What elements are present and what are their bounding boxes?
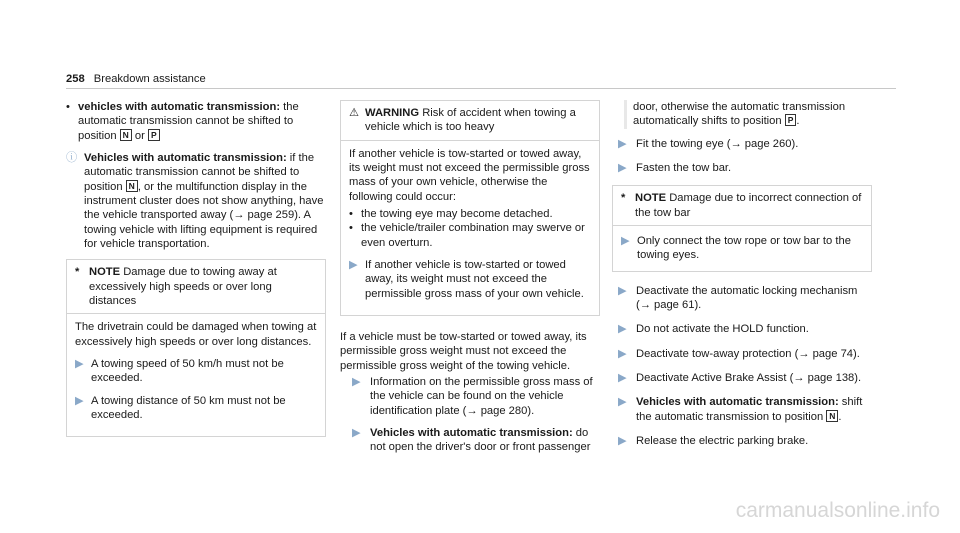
warning-heading: Risk of accident when towing a vehicle which is too heavy <box>365 107 576 134</box>
bullet-dot-icon: • <box>349 207 353 220</box>
step-hold-function: ▶ Do not activate the HOLD function. <box>618 323 809 336</box>
step-automatic-doors: ▶ Vehicles with automatic transmission: do not open the driver's door or front passenger <box>352 426 591 454</box>
note-heading: Damage due to towing away at excessively high speeds or over long distances <box>89 266 277 307</box>
warning-box <box>340 100 600 316</box>
step-arrow-icon: ▶ <box>75 394 84 407</box>
note-box-connection <box>612 185 872 271</box>
step-arrow-icon: ▶ <box>618 137 627 150</box>
column-1 <box>66 100 326 437</box>
note-title: NOTE <box>89 266 121 279</box>
column-3 <box>612 100 872 458</box>
step-arrow-icon: ▶ <box>352 375 361 388</box>
warning-title: WARNING <box>365 107 420 119</box>
note-icon: * <box>621 192 626 205</box>
warning-bullet: • the towing eye may become detached. <box>349 207 553 220</box>
step-continued: door, otherwise the automatic transmission automatically shifts to position P . <box>612 100 872 129</box>
warning-triangle-icon: ⚠ <box>349 107 360 119</box>
note-box-towing-speed <box>66 259 326 437</box>
bullet-dot-icon: • <box>349 222 353 235</box>
step-fit-towing-eye: ▶ Fit the towing eye (→ page 260). <box>618 137 799 150</box>
note-step: ▶ A towing speed of 50 km/h must not be exceeded. <box>75 357 284 385</box>
step-shift-neutral: ▶ Vehicles with automatic transmission: shift the automatic transmission to position N . <box>618 396 863 423</box>
step-arrow-icon: ▶ <box>618 396 627 409</box>
step-arrow-icon: ▶ <box>621 234 630 247</box>
header-divider <box>66 88 896 89</box>
warning-bullet: • the vehicle/trailer combination may swerve or even overturn. <box>349 222 585 249</box>
note-step: ▶ A towing distance of 50 km must not be exceeded. <box>75 394 286 421</box>
warning-step: ▶ If another vehicle is tow-started or towed away, its weight must not exceed the permissible gross mass of your own vehicle. <box>349 258 584 300</box>
page-header <box>66 72 206 86</box>
step-fasten-tow-bar: ▶ Fasten the tow bar. <box>618 161 732 174</box>
step-arrow-icon: ▶ <box>75 357 84 370</box>
step-arrow-icon: ▶ <box>349 258 358 271</box>
step-arrow-icon: ▶ <box>618 161 627 174</box>
step-release-parking-brake: ▶ Release the electric parking brake. <box>618 434 809 447</box>
note-title: NOTE <box>635 192 667 205</box>
info-icon: ⓘ <box>66 151 78 164</box>
note-body: The drivetrain could be damaged when towing at excessively high speeds or over long distances. <box>75 321 317 348</box>
column-2 <box>340 100 600 463</box>
step-arrow-icon: ▶ <box>618 347 627 360</box>
warning-body: If another vehicle is tow-started or towed away, its weight must not exceed the permissible gross mass of your own vehicle, otherwise the following could occur: <box>349 147 590 203</box>
page-number: 258 <box>66 73 85 85</box>
section-title: Breakdown assistance <box>93 73 206 85</box>
step-locking-mechanism: ▶ Deactivate the automatic locking mechanism (→ page 61). <box>618 284 858 311</box>
step-arrow-icon: ▶ <box>618 371 627 384</box>
towing-paragraph: If a vehicle must be tow-started or towed away, its permissible gross weight must not exceed the permissible gross weight of the towing vehicle. <box>340 330 587 372</box>
bullet-dot-icon: • <box>66 101 70 113</box>
info-note <box>66 151 326 251</box>
info-text: Vehicles with automatic transmission: if the automatic transmission cannot be shifted to position N , or the multifunction display in the instrument cluster does not show anything, have the vehicle transported away (→ page 259). A towing vehicle with lifting equipment is required for vehicle transportation. <box>84 151 324 250</box>
bullet-item <box>66 100 326 143</box>
step-tow-away-protection: ▶ Deactivate tow-away protection (→ page 74). <box>618 347 860 360</box>
note-step: ▶ Only connect the tow rope or tow bar to the towing eyes. <box>621 234 851 262</box>
watermark: carmanualsonline.info <box>735 499 940 523</box>
bullet-text: vehicles with automatic transmission: the automatic transmission cannot be shifted to position N or P <box>78 101 299 142</box>
step-arrow-icon: ▶ <box>618 323 627 336</box>
step-active-brake-assist: ▶ Deactivate Active Brake Assist (→ page 138). <box>618 371 862 384</box>
note-heading: Damage due to incorrect connection of the tow bar <box>635 192 862 219</box>
note-icon: * <box>75 266 80 279</box>
step-arrow-icon: ▶ <box>352 426 361 439</box>
step-arrow-icon: ▶ <box>618 284 627 297</box>
step-gross-mass-info: ▶ Information on the permissible gross mass of the vehicle can be found on the vehicle identification plate (→ page 280). <box>352 375 593 417</box>
step-arrow-icon: ▶ <box>618 434 627 447</box>
